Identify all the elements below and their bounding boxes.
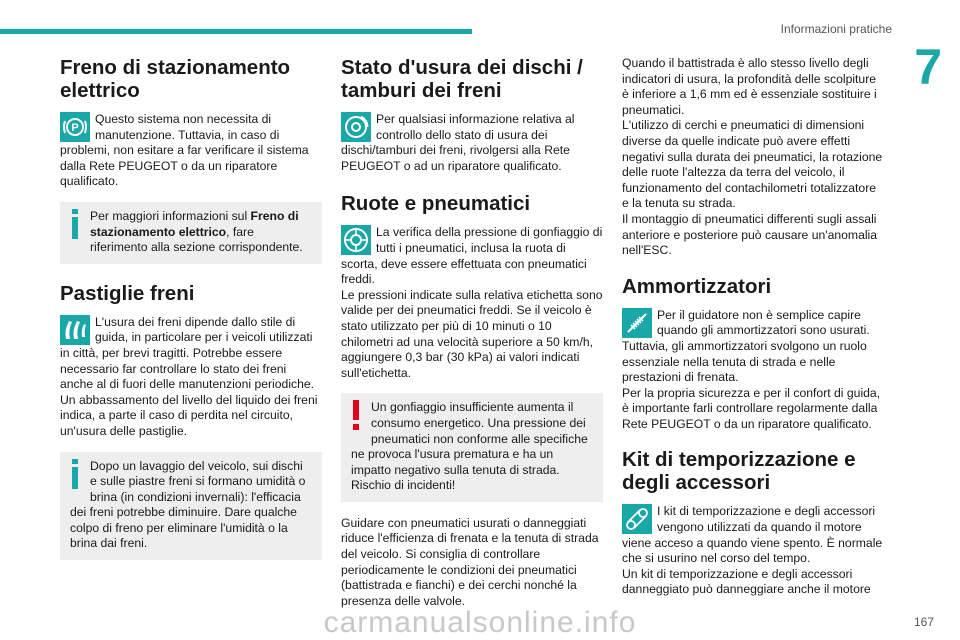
belt-icon: [622, 504, 652, 534]
watermark: carmanualsonline.info: [323, 606, 637, 639]
heading-freno-stazionamento: Freno di stazionamento elettrico: [60, 56, 291, 102]
shock-absorber-icon: [622, 308, 652, 338]
column-3: [622, 56, 884, 600]
info-icon: [70, 459, 80, 491]
battistrada-paragraph: [622, 56, 884, 259]
page-number: 167: [913, 615, 934, 629]
pastiglie-text-1: L'usura dei freni dipende dallo stile di guida, in particolare per i veicoli utilizzati in città, per brevi tragitti. Potrebbe essere necessario far controllare lo stato dei freni anche al di fuori delle manutenzioni periodiche.: [60, 314, 315, 392]
column-2: [341, 56, 603, 611]
warning-box-gonfiaggio: [341, 393, 603, 502]
battistrada-text-1: Quando il battistrada è allo stesso livello degli indicatori di usura, la profondità delle scolpiture è inferiore a 1,6 mm ed è essenziale sostituire i pneumatici.: [622, 56, 877, 117]
brake-pads-icon: [60, 315, 90, 345]
heading-ruote-pneumatici: Ruote e pneumatici: [341, 192, 531, 216]
heading-ammortizzatori: Ammortizzatori: [622, 274, 772, 298]
pastiglie-paragraph: [60, 315, 322, 440]
warning-icon: [351, 400, 361, 432]
kit-paragraph: [622, 504, 884, 598]
column-1: [60, 56, 322, 574]
freno-text: Questo sistema non necessita di manutenzione. Tuttavia, in caso di problemi, non esitare a far verificare il sistema dalla Rete PEUGEOT o da un riparatore qualificato.: [60, 112, 309, 189]
svg-text:P: P: [71, 122, 79, 134]
freno-paragraph: [60, 112, 322, 190]
pneumatici-usurati-paragraph: [341, 516, 603, 610]
info-freno-pre: Per maggiori informazioni sul: [90, 208, 251, 223]
heading-dischi-tamburi: Stato d'usura dei dischi / tamburi dei freni: [341, 56, 583, 102]
brake-disc-icon: [341, 112, 371, 142]
battistrada-text-2: L'utilizzo di cerchi e pneumatici di dimensioni diverse da quelle indicate può avere effetti negativi sulla durata dei pneumatici, la rotazione delle ruote l'altezza da terra del veicolo, il funzionamento del contachilometri totalizzatore e la tenuta su strada.: [622, 118, 883, 211]
heading-pastiglie: Pastiglie freni: [60, 281, 195, 305]
heading-kit-temporizzazione: Kit di temporizzazione e degli accessori: [622, 448, 856, 495]
info-icon: [70, 209, 80, 241]
info-freno-bold: Freno di stazionamento elettrico: [90, 208, 299, 239]
ruote-text-1: La verifica della pressione di gonfiaggio di tutti i pneumatici, inclusa la ruota di scorta, deve essere effettuata con pneumatici freddi.: [341, 225, 603, 287]
ammortizzatori-text-1: Per il guidatore non è semplice capire quando gli ammortizzatori sono usurati. Tuttavia, gli ammortizzatori svolgono un ruolo essenziale nella tenuta di strada e nelle prestazioni di frenata.: [622, 307, 870, 385]
pastiglie-text-2: Un abbassamento del livello del liquido dei freni indica, a parte il caso di perdita nel circuito, un'usura delle pastiglie.: [60, 392, 318, 438]
pneumatici-usurati-text: Guidare con pneumatici usurati o danneggiati riduce l'efficienza di frenata e la tenuta di strada del veicolo. Si consiglia di controllare periodicamente le condizioni dei pneumatici (battistrada e fianchi) e dei cerchi nonché la presenza delle valvole.: [341, 515, 599, 608]
tyre-icon: [341, 225, 371, 255]
ammortizzatori-text-2: Per la propria sicurezza e per il confort di guida, è importante farli controllare regolarmente dalla Rete PEUGEOT o da un riparatore qualificato.: [622, 385, 881, 431]
info-freno-post: , fare riferimento alla sezione corrispondente.: [90, 224, 303, 255]
ammortizzatori-paragraph: [622, 308, 884, 433]
page-header: Informazioni pratiche: [780, 22, 892, 36]
ruote-paragraph: [341, 225, 603, 381]
kit-text-1: I kit di temporizzazione e degli accessori vengono utilizzati da quando il motore viene acceso a quando viene spento. È normale che si usurino nel corso del tempo.: [622, 504, 883, 566]
info-box-freno: [60, 202, 322, 264]
parking-brake-icon: [60, 112, 90, 142]
ruote-text-2: Le pressioni indicate sulla relativa etichetta sono valide per dei pneumatici freddi. Se il veicolo è stato utilizzato per più di 10 minuti o 10 chilometri ad una velocità superiore a 50 km/h, aggiungere 0,3 bar (30 kPa) ai valori indicati sull'etichetta.: [341, 287, 603, 380]
info-box-lavaggio: [60, 452, 322, 561]
chapter-number: 7: [914, 39, 942, 95]
dischi-text: Per qualsiasi informazione relativa al controllo dello stato di usura dei dischi/tamburi dei freni, rivolgersi alla Rete PEUGEOT o ad un riparatore qualificato.: [341, 112, 575, 173]
dischi-paragraph: [341, 112, 603, 174]
info-lavaggio-text: Dopo un lavaggio del veicolo, sui dischi e sulle piastre freni si formano umidità o brina (in condizioni invernali): l'efficacia dei freni potrebbe diminuire. Dare qualche colpo di freno per eliminare l'umidità o la brina dai freni.: [70, 458, 306, 551]
header-accent-bar: [0, 29, 472, 34]
info-freno-text: [70, 209, 312, 256]
battistrada-text-3: Il montaggio di pneumatici differenti sugli assali anteriore e posteriore può causare un'anomalia nell'ESC.: [622, 211, 878, 258]
kit-text-2: Un kit di temporizzazione e degli accessori danneggiato può danneggiare anche il motore: [622, 566, 871, 597]
warning-text: Un gonfiaggio insufficiente aumenta il consumo energetico. Una pressione dei pneumatici non conforme alle specifiche ne provoca l'usura prematura e ha un impatto negativo sulla tenuta di strada. Rischio di incidenti!: [351, 400, 588, 493]
